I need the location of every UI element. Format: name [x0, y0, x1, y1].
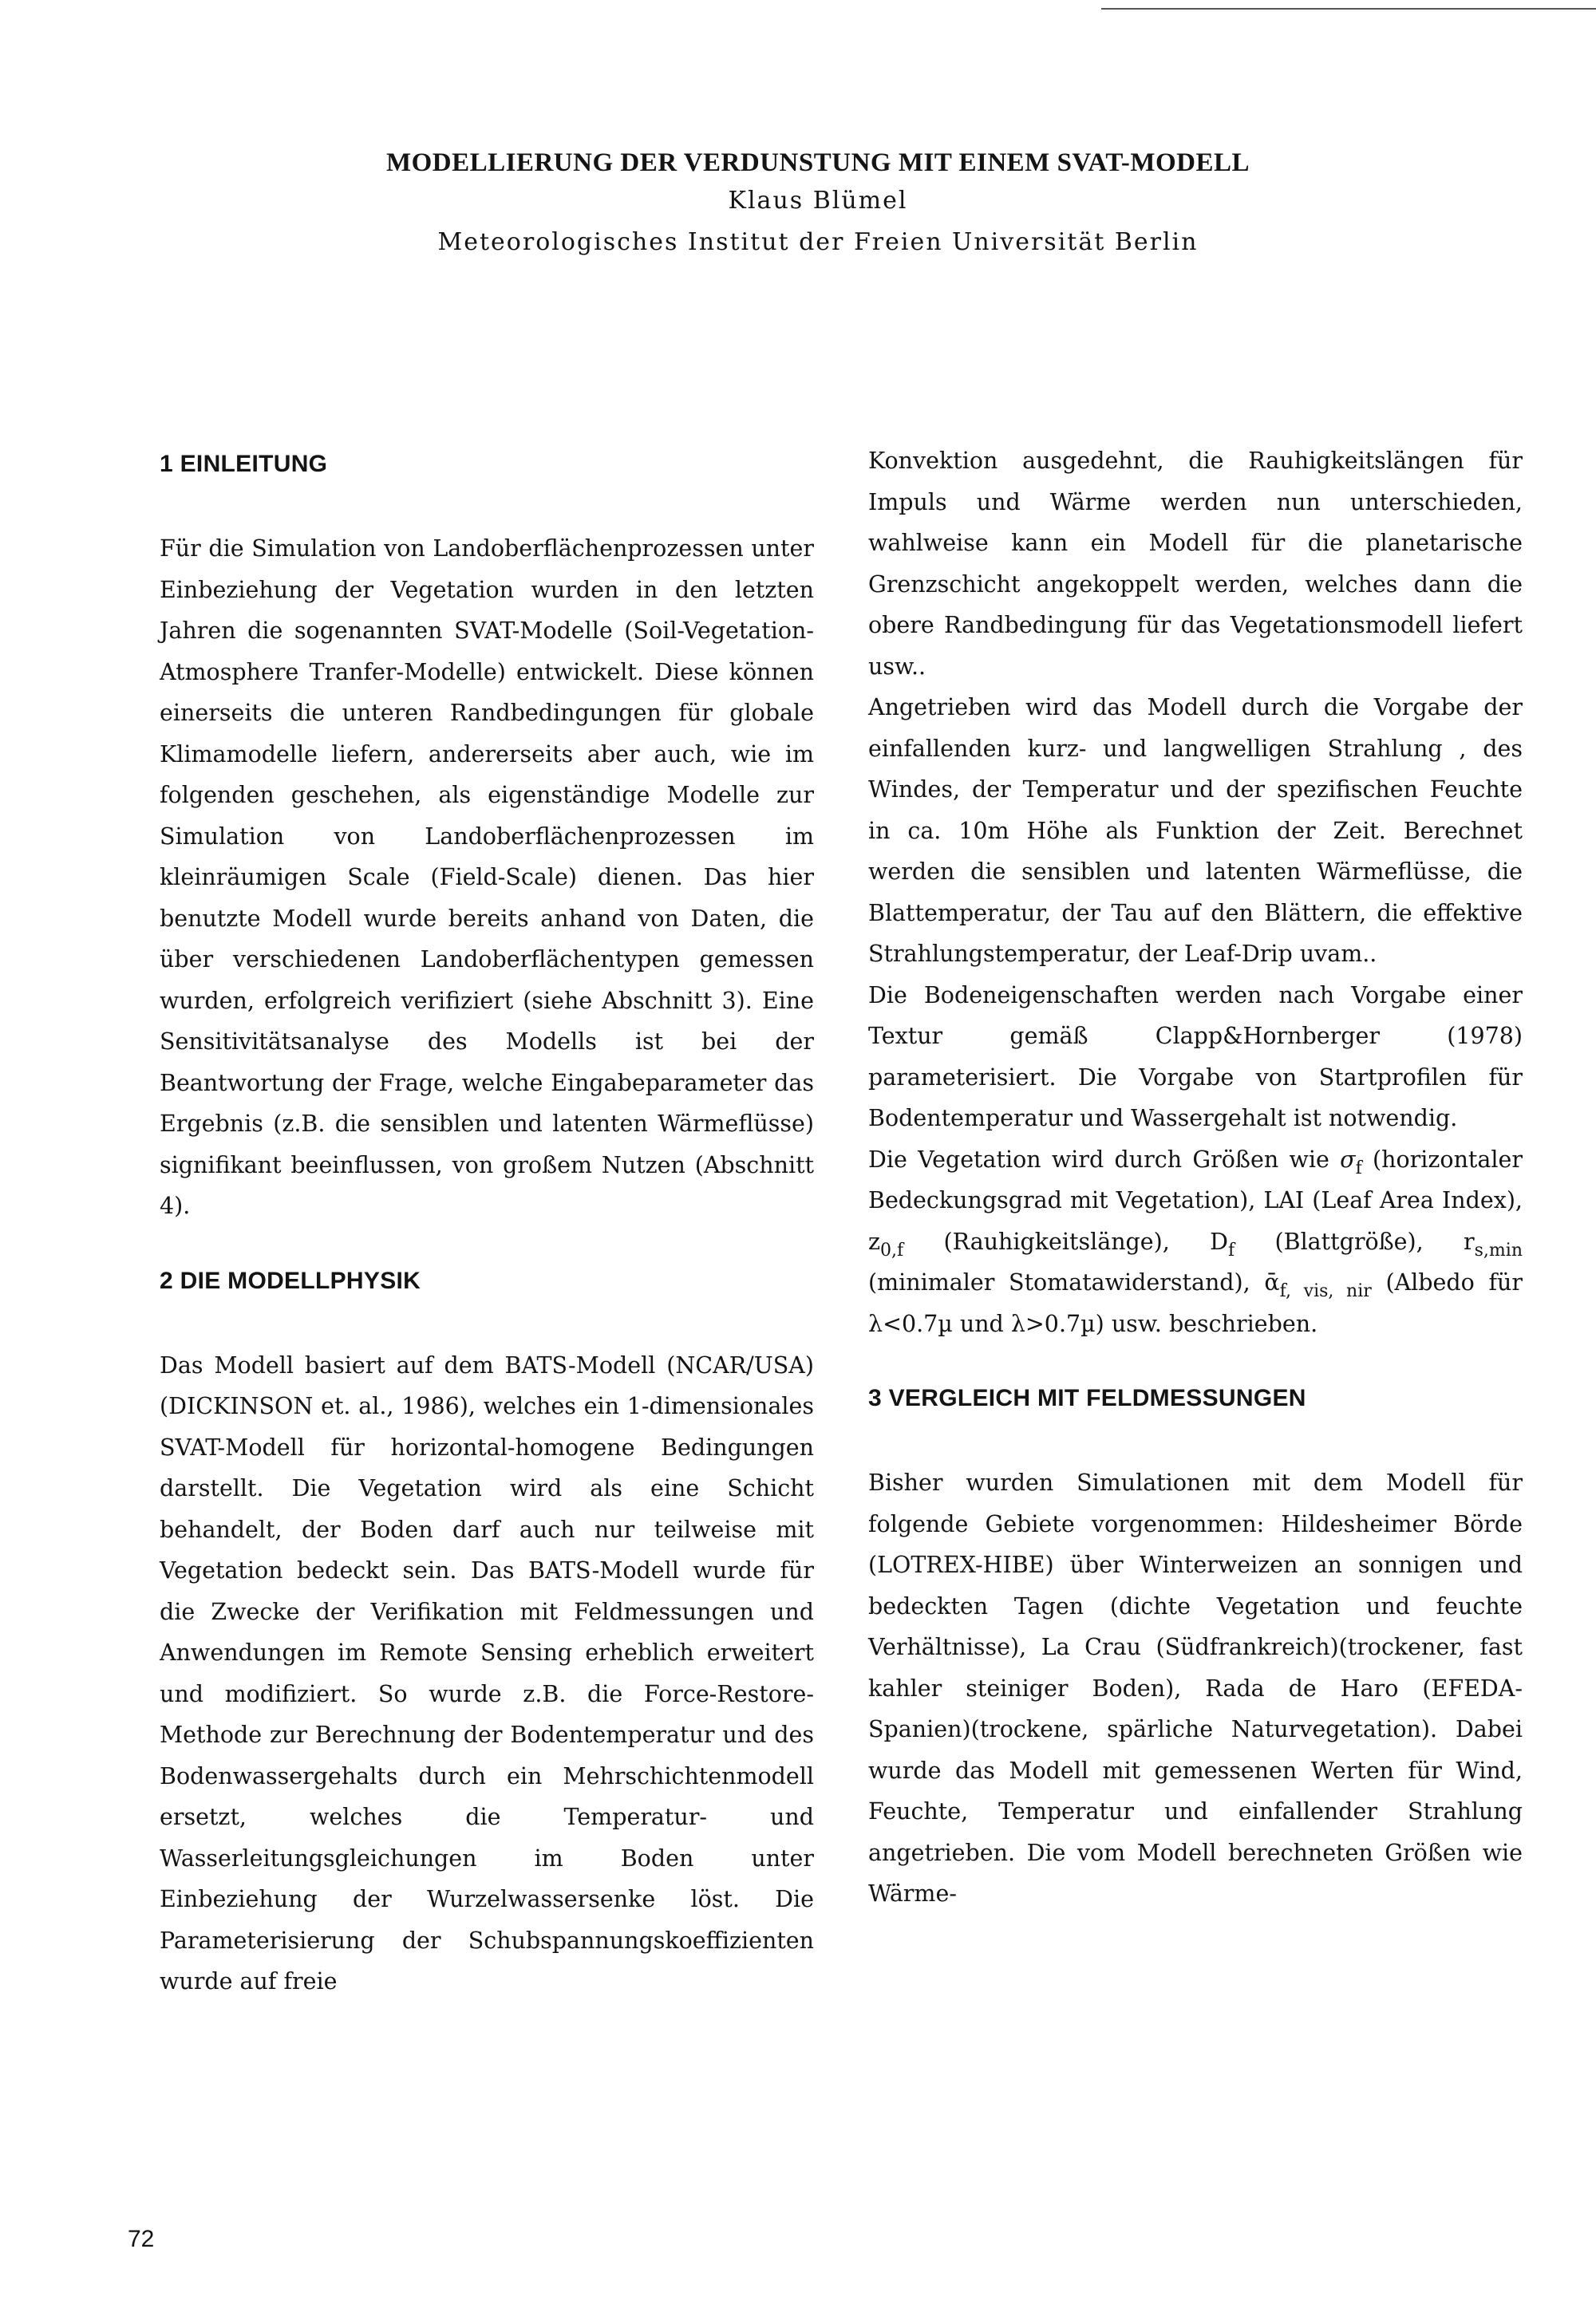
- right-column: [868, 440, 1523, 1915]
- paper-header: [160, 145, 1476, 263]
- institution: Meteorologisches Institut der Freien Universität Berlin: [437, 228, 1199, 256]
- paragraph-modellphysik: Das Modell basiert auf dem BATS-Modell (NCAR/USA) (DICKINSON et. al., 1986), welches ein 1-dimensionales SVAT-Modell für horizontal-homogene Bedingungen darstellt. Die Vegetation wird als eine Schicht behandelt, der Boden darf auch nur teilweise mit Vegetation bedeckt sein. Das BATS-Modell wurde für die Zwecke der Verifikation mit Feldmessungen und Anwendungen im Remote Sensing erheblich erweitert und modifiziert. So wurde z.B. die Force-Restore-Methode zur Berechnung der Bodentemperatur und des Bodenwassergehalts durch ein Mehrschichtenmodell ersetzt, welches die Temperatur- und Wasserleitungsgleichungen im Boden unter Einbeziehung der Wurzelwassersenke löst. Die Parameterisierung der Schubspannungskoeffizienten wurde auf freie: [160, 1351, 814, 1995]
- page-number: 72: [128, 2226, 155, 2252]
- paragraph-vegetation: Die Vegetation wird durch Größen wie $\sigma_f$ (horizontaler Bedeckungsgrad mit Vegetation), LAI (Leaf Area Index), $z_{0,f}$ (Rauhigkeitslänge), $D_f$ (Blattgröße), $r_{s,min}$ (minimaler Stomatawiderstand), ᾱ$_{f, vis, nir}$ (Albedo für λ<0.7µ und λ>0.7µ) usw. beschrieben.: [868, 1146, 1523, 1337]
- left-column: [160, 447, 814, 2002]
- paragraph-boden: Die Bodeneigenschaften werden nach Vorgabe einer Textur gemäß Clapp&Hornberger (1978) parameterisiert. Die Vorgabe von Startprofilen für Bodentemperatur und Wassergehalt ist notwendig.: [868, 981, 1523, 1131]
- section-heading-vergleich: 3 VERGLEICH MIT FELDMESSUNGEN: [868, 1385, 1306, 1411]
- paragraph-vergleich: Bisher wurden Simulationen mit dem Modell für folgende Gebiete vorgenommen: Hildesheimer Börde (LOTREX-HIBE) über Winterweizen an sonnigen und bedeckten Tagen (dichte Vegetation und feuchte Verhältnisse), La Crau (Südfrankreich)(trockener, fast kahler steiniger Boden), Rada de Haro (EFEDA-Spanien)(trockene, spärliche Naturvegetation). Dabei wurde das Modell mit gemessenen Werten für Wind, Feuchte, Temperatur und einfallender Strahlung angetrieben. Die vom Modell berechneten Größen wie Wärme-: [868, 1470, 1523, 1907]
- section-heading-modellphysik: 2 DIE MODELLPHYSIK: [160, 1267, 421, 1294]
- paragraph-modellphysik-cont: Konvektion ausgedehnt, die Rauhigkeitslängen für Impuls und Wärme werden nun unterschieden, wahlweise kann ein Modell für die planetarische Grenzschicht angekoppelt werden, welches dann die obere Randbedingung für das Vegetationsmodell liefert usw..: [868, 448, 1523, 680]
- paragraph-antrieb: Angetrieben wird das Modell durch die Vorgabe der einfallenden kurz- und langwelligen Strahlung , des Windes, der Temperatur und der spezifischen Feuchte in ca. 10m Höhe als Funktion der Zeit. Berechnet werden die sensiblen und latenten Wärmeflüsse, die Blattemperatur, der Tau auf den Blättern, die effektive Strahlungstemperatur, der Leaf-Drip uvam..: [868, 694, 1523, 967]
- section-heading-einleitung: 1 EINLEITUNG: [160, 451, 328, 477]
- author: Klaus Blümel: [728, 187, 908, 215]
- paragraph-einleitung: Für die Simulation von Landoberflächenprozessen unter Einbeziehung der Vegetation wurden in den letzten Jahren die sogenannten SVAT-Modelle (Soil-Vegetation-Atmosphere Tranfer-Modelle) entwickelt. Diese können einerseits die unteren Randbedingungen für globale Klimamodelle liefern, andererseits aber auch, wie im folgenden geschehen, als eigenständige Modelle zur Simulation von Landoberflächenprozessen im kleinräumigen Scale (Field-Scale) dienen. Das hier benutzte Modell wurde bereits anhand von Daten, die über verschiedenen Landoberflächentypen gemessen wurden, erfolgreich verifiziert (siehe Abschnitt 3). Eine Sensitivitätsanalyse des Modells ist bei der Beantwortung der Frage, welche Eingabeparameter das Ergebnis (z.B. die sensiblen und latenten Wärmeflüsse) signifikant beeinflussen, von großem Nutzen (Abschnitt 4).: [160, 535, 814, 1219]
- top-rule: [1101, 8, 1596, 10]
- paper-title: MODELLIERUNG DER VERDUNSTUNG MIT EINEM SVAT-MODELL: [385, 148, 1250, 177]
